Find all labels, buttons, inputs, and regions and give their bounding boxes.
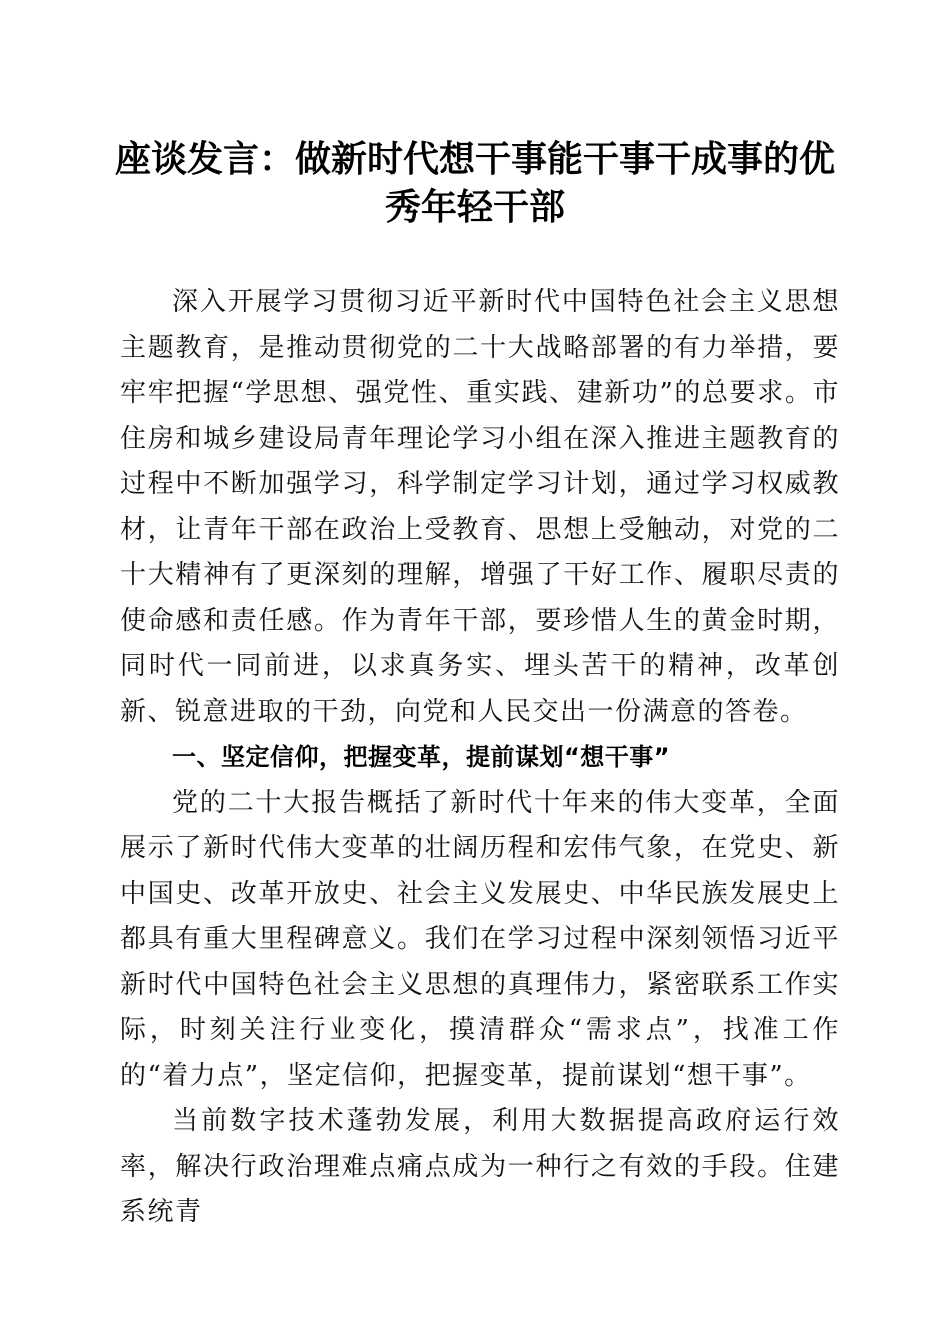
body-paragraph-2: 当前数字技术蓬勃发展，利用大数据提高政府运行效率，解决行政治理难点痛点成为一种行之有效的手段。住建系统青: [120, 1106, 840, 1227]
intro-paragraph: 深入开展学习贯彻习近平新时代中国特色社会主义思想主题教育，是推动贯彻党的二十大战略部署的有力举措，要牢牢把握“学思想、强党性、重实践、建新功”的总要求。市住房和城乡建设局青年理论学习小组在深入推进主题教育的过程中不断加强学习，科学制定学习计划，通过学习权威教材，让青年干部在政治上受教育、思想上受触动，对党的二十大精神有了更深刻的理解，增强了干好工作、履职尽责的使命感和责任感。作为青年干部，要珍惜人生的黄金时期，同时代一同前进，以求真务实、埋头苦干的精神，改革创新、锐意进取的干劲，向党和人民交出一份满意的答卷。: [120, 287, 840, 727]
section-heading: 一、坚定信仰，把握变革，提前谋划“想干事”: [172, 743, 671, 771]
title-line-1: 座谈发言：做新时代想干事能干事干成事的优: [114, 138, 835, 180]
title-line-2: 秀年轻干部: [384, 186, 565, 228]
document-title: [100, 135, 850, 231]
body-paragraph-1: 党的二十大报告概括了新时代十年来的伟大变革，全面展示了新时代伟大变革的壮阔历程和宏伟气象，在党史、新中国史、改革开放史、社会主义发展史、中华民族发展史上都具有重大里程碑意义。我们在学习过程中深刻领悟习近平新时代中国特色社会主义思想的真理伟力，紧密联系工作实际，时刻关注行业变化，摸清群众“需求点”，找准工作的“着力点”，坚定信仰，把握变革，提前谋划“想干事”。: [120, 787, 840, 1091]
document-body: [120, 280, 840, 1236]
